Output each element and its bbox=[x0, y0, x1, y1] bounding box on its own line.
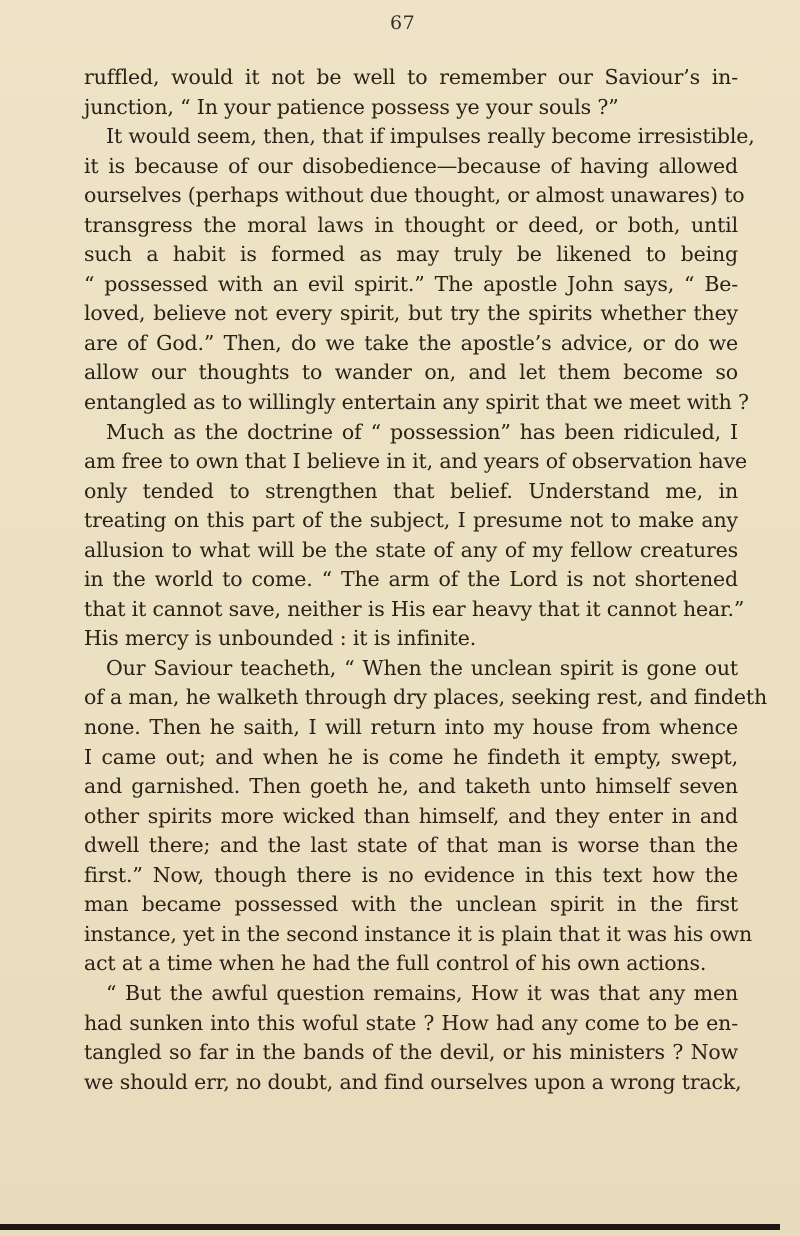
text-line: loved, believe not every spirit, but try the spirits whether they bbox=[84, 301, 738, 326]
text-line: His mercy is unbounded : it is infinite. bbox=[84, 626, 477, 651]
text-line: we should err, no doubt, and find ourselves upon a wrong track, bbox=[84, 1069, 742, 1094]
text-line: and garnished. Then goeth he, and taketh unto himself seven bbox=[84, 774, 738, 799]
text-line: am free to own that I believe in it, and years of observation have bbox=[84, 449, 748, 474]
text-line: It would seem, then, that if impulses really become irresistible, bbox=[106, 124, 755, 149]
page-edge-rule bbox=[0, 1224, 780, 1230]
text-line: allusion to what will be the state of any of my fellow creatures bbox=[84, 537, 738, 562]
text-line: Our Saviour teacheth, “ When the unclean spirit is gone out bbox=[106, 655, 738, 680]
text-line: treating on this part of the subject, I presume not to make any bbox=[84, 508, 738, 533]
text-line: had sunken into this woful state ? How had any come to be en- bbox=[84, 1010, 738, 1035]
text-line: junction, “ In your patience possess ye your souls ?” bbox=[84, 94, 619, 119]
text-line: are of God.” Then, do we take the apostle’s advice, or do we bbox=[84, 330, 738, 355]
text-line: Much as the doctrine of “ possession” has been ridiculed, I bbox=[106, 419, 738, 444]
text-line: “ possessed with an evil spirit.” The apostle John says, “ Be- bbox=[84, 271, 738, 296]
body-text bbox=[84, 63, 768, 1097]
text-line: other spirits more wicked than himself, and they enter in and bbox=[84, 803, 738, 828]
text-line: in the world to come. “ The arm of the Lord is not shortened bbox=[84, 567, 738, 592]
text-line: only tended to strengthen that belief. Understand me, in bbox=[84, 478, 738, 503]
page-number: 67 bbox=[390, 12, 416, 34]
text-line: that it cannot save, neither is His ear heavy that it cannot hear.” bbox=[84, 596, 745, 621]
text-line: tangled so far in the bands of the devil, or his ministers ? Now bbox=[84, 1040, 738, 1065]
text-line: such a habit is formed as may truly be likened to being bbox=[84, 242, 738, 267]
text-line: I came out; and when he is come he findeth it empty, swept, bbox=[84, 744, 738, 769]
text-line: dwell there; and the last state of that man is worse than the bbox=[84, 833, 738, 858]
text-line: entangled as to willingly entertain any spirit that we meet with ? bbox=[84, 390, 749, 415]
text-line: of a man, he walketh through dry places, seeking rest, and findeth bbox=[84, 685, 768, 710]
text-line: allow our thoughts to wander on, and let them become so bbox=[84, 360, 738, 385]
text-line: first.” Now, though there is no evidence in this text how the bbox=[84, 862, 738, 887]
text-line: ourselves (perhaps without due thought, or almost unawares) to bbox=[84, 183, 745, 208]
text-line: instance, yet in the second instance it is plain that it was his own bbox=[84, 921, 753, 946]
text-line: ruffled, would it not be well to remember our Saviour’s in- bbox=[84, 65, 738, 89]
text-line: man became possessed with the unclean spirit in the first bbox=[84, 892, 738, 917]
text-line: act at a time when he had the full control of his own actions. bbox=[84, 951, 707, 976]
text-line: none. Then he saith, I will return into my house from whence bbox=[84, 715, 738, 740]
text-line: transgress the moral laws in thought or deed, or both, until bbox=[84, 212, 738, 237]
text-line: “ But the awful question remains, How it was that any men bbox=[106, 980, 738, 1005]
text-line: it is because of our disobedience—because of having allowed bbox=[84, 153, 738, 178]
